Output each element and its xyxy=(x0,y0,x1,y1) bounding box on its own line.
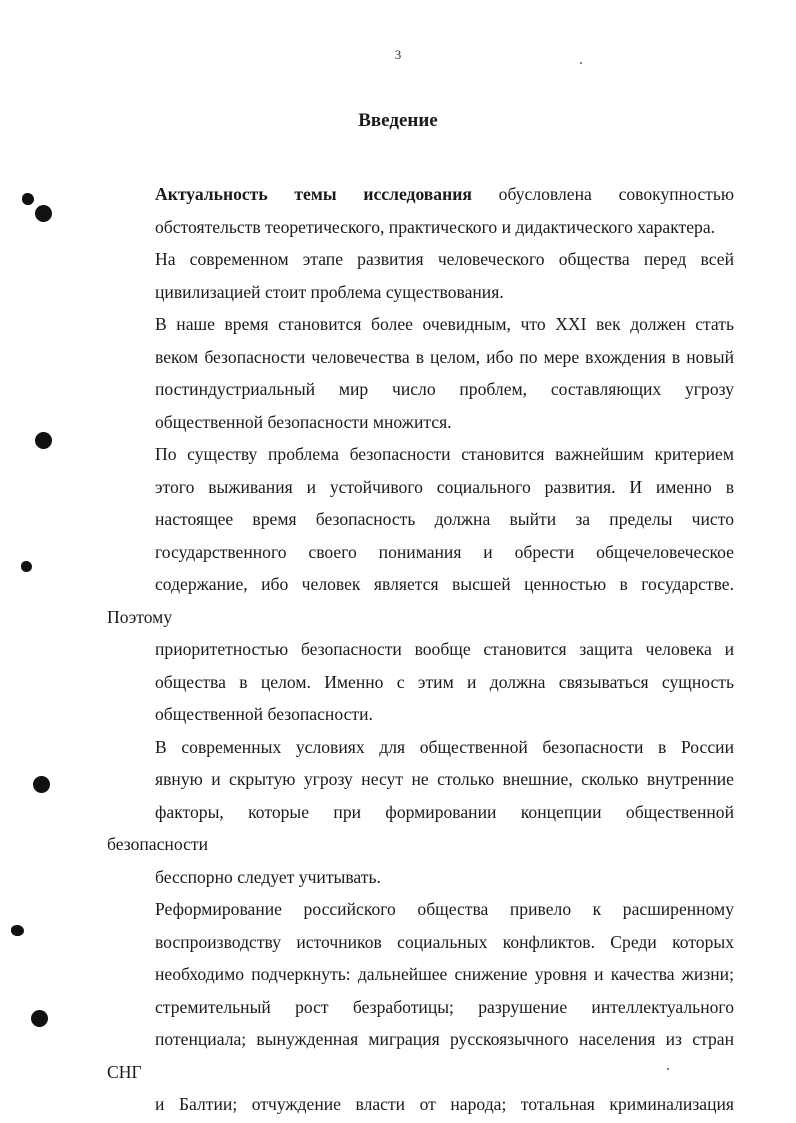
text-line: цивилизацией стоит проблема существования. xyxy=(155,281,504,302)
text-line: По существу проблема безопасности становится важнейшим критерием xyxy=(155,444,734,464)
text-line: Реформирование российского общества привело к расширенному xyxy=(155,899,734,919)
punch-hole xyxy=(33,776,50,793)
text-line: обстоятельств теоретического, практического и дидактического характера. xyxy=(155,216,716,237)
paragraph xyxy=(107,893,734,1121)
scan-speck xyxy=(580,62,582,64)
text-line: На современном этапе развития человеческого общества перед всей xyxy=(155,249,734,269)
paragraph-relevance xyxy=(107,178,734,243)
scan-speck xyxy=(667,1068,669,1070)
text-line: этого выживания и устойчивого социального развития. И именно в xyxy=(155,476,734,497)
text-line: необходимо подчеркнуть: дальнейшее снижение уровня и качества жизни; xyxy=(155,964,734,984)
text-line: и Балтии; отчуждение власти от народа; тотальная криминализация xyxy=(155,1094,734,1114)
text-line: общественной безопасности множится. xyxy=(155,411,452,432)
text-line: общества в целом. Именно с этим и должна связываться сущность xyxy=(155,671,734,692)
page-number: 3 xyxy=(394,47,402,62)
paragraph xyxy=(107,438,734,731)
text-line: государственного своего понимания и обрести общечеловеческое xyxy=(155,541,734,562)
text-line: стремительный рост безработицы; разрушение интеллектуального xyxy=(155,996,734,1017)
text-line: факторы, которые при формировании концепции общественной безопасности xyxy=(107,801,734,854)
document-body xyxy=(107,178,734,1121)
text-line: общественной безопасности. xyxy=(155,704,373,724)
paragraph xyxy=(107,731,734,894)
scan-blot xyxy=(21,561,32,572)
scan-blot xyxy=(11,925,24,936)
text-line: приоритетностью безопасности вообще становится защита человека и xyxy=(155,639,734,659)
paragraph xyxy=(107,243,734,308)
text-line: В наше время становится более очевидным, что XXI век должен стать xyxy=(155,314,734,334)
punch-hole xyxy=(35,205,52,222)
text-line: обусловлена совокупностью xyxy=(471,184,734,204)
text-line: веком безопасности человечества в целом, ибо по мере вхождения в новый xyxy=(155,346,734,367)
punch-hole xyxy=(31,1010,48,1027)
scan-blot xyxy=(22,193,34,205)
punch-hole xyxy=(35,432,52,449)
bold-lead: Актуальность темы исследования xyxy=(155,184,472,204)
text-line: настоящее время безопасность должна выйти за пределы чисто xyxy=(155,509,734,529)
text-line: содержание, ибо человек является высшей ценностью в государстве. Поэтому xyxy=(107,574,734,627)
text-line: бесспорно следует учитывать. xyxy=(155,866,381,887)
text-line: воспроизводству источников социальных конфликтов. Среди которых xyxy=(155,931,734,952)
paragraph xyxy=(107,308,734,438)
page-title: Введение xyxy=(358,110,438,131)
text-line: В современных условиях для общественной безопасности в России xyxy=(155,736,734,757)
text-line: потенциала; вынужденная миграция русскоязычного населения из стран СНГ xyxy=(107,1029,734,1082)
text-line: явную и скрытую угрозу несут не столько внешние, сколько внутренние xyxy=(155,769,734,789)
text-line: постиндустриальный мир число проблем, составляющих угрозу xyxy=(155,379,734,399)
